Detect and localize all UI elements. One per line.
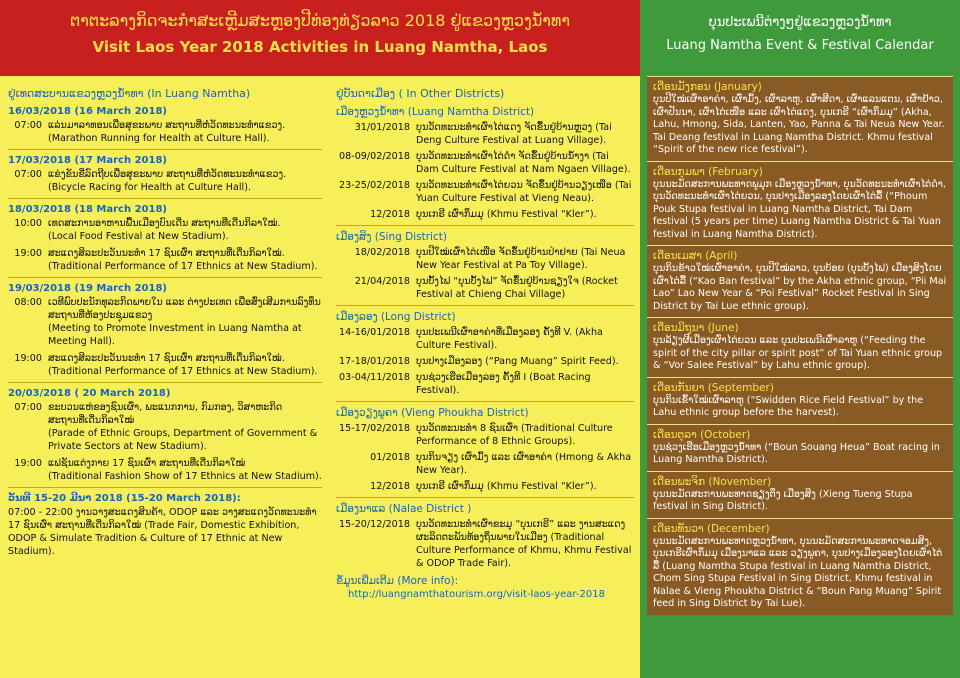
district-event <box>336 422 634 448</box>
event-date: 18/02/2018 <box>354 247 410 258</box>
event-date: 23-25/02/2018 <box>339 180 410 191</box>
divider <box>8 198 322 199</box>
event-eng: (Bicycle Racing for Health at Culture Hall). <box>48 182 252 193</box>
event-date: 03-04/11/2018 <box>339 372 410 383</box>
divider <box>8 277 322 278</box>
event-row <box>8 296 322 348</box>
month-block-september <box>647 377 953 424</box>
event-text: ບຸນປາງເມືອງລອງ (“Pang Muang” Spirit Feed). <box>416 356 619 367</box>
event-eng: (Meeting to Promote Investment in Luang Namtha at Meeting Hall). <box>48 323 302 347</box>
event-text: ບຸນວັດທະນະທໍາເຜົ່າໄຕ່ຍວນ ຈັດຂຶ້ນຢູ່ບ້ານວຽງເໜືອ (Tai Yuan Culture Festival at Vieng Neau). <box>416 180 632 204</box>
month-heading: ເດືອນກຸມພາ (February) <box>653 165 763 178</box>
event-row <box>8 119 322 145</box>
event-time: 07:00 <box>14 169 42 180</box>
event-text: ບຸນວັດທະນະທໍາເຜົ່າໄຕ່ແດງ ຈັດຂຶ້ນຢູ່ບ້ານຫຼວງ (Tai Deng Culture Festival at Luang Village). <box>416 122 612 146</box>
district-event <box>336 326 634 352</box>
month-heading: ເດືອນເມສາ (April) <box>653 250 738 262</box>
event-time: 07:00 <box>14 120 42 131</box>
month-block-june <box>647 317 953 377</box>
event-text: ບຸນວັດທະນະທໍາເຜົ່າໄຕ່ດໍາ ຈັດຂຶ້ນຢູ່ບ້ານນໍ້າງາ (Tai Dam Culture Festival at Nam Ngaen Village). <box>416 151 631 175</box>
event-text: ບຸນປີໃໝ່ເຜົ່າໄຕ່ເໜືອ ຈັດຂຶ້ນຢູ່ບ້ານປ່າຢາຍ (Tai Neua New Year Festival at Pa Toy Village). <box>416 247 626 271</box>
district-event <box>336 371 634 397</box>
district-event <box>336 451 634 477</box>
event-eng: (Parade of Ethnic Groups, Department of Government & Private Sectors at New Stadium). <box>48 428 318 452</box>
event-row <box>8 168 322 194</box>
event-text: ບຸນກິນຈຽງ ເຜົ່າມົ້ງ ແລະ ເຜົ່າອາຄ່າ (Hmong & Akha New Year). <box>416 452 632 476</box>
event-date: 12/2018 <box>370 209 410 220</box>
district-title: ເມືອງນາແລ (Nalae District ) <box>336 503 472 515</box>
calendar-header <box>640 0 960 76</box>
event-time: 19:00 <box>14 353 42 364</box>
event-eng: (Traditional Performance of 17 Ethnics at New Stadium). <box>48 261 318 272</box>
event-time: 19:00 <box>14 248 42 259</box>
date-heading: 20/03/2018 ( 20 March 2018) <box>8 388 171 399</box>
header-title-eng: Visit Laos Year 2018 Activities in Luang Namtha, Laos <box>92 38 548 56</box>
event-time: 10:00 <box>14 218 42 229</box>
event-row <box>8 247 322 273</box>
event-eng: (Trade Fair, Domestic Exhibition, ODOP & Simulate Tradition & Culture of 17 Ethnic at New Stadium). <box>8 520 300 557</box>
event-date: 31/01/2018 <box>354 122 410 133</box>
event-date: 01/2018 <box>370 452 410 463</box>
event-text: ບຸນເກຣີ ເຜົ່າກຶມມຸ (Khmu Festival “Kler”). <box>416 481 597 492</box>
month-text: ບຸນປີໃໝ່ເຜົ່າອາຄ່າ, ເຜົ່າມົ້ງ, ເຜົ່າລາຫູ, ເຜົ່າສີດາ, ເຜົ່າແລນແຕນ, ເຜົ່າຢ້າວ, ເຜົ່າປັນນາ, ເຜົ່າໄຕ່ເໜືອ ແລະ ເຜົ່າໄຕ່ແດງ, ບຸນເກຣີ “ເຜົ່າກຶມມຸ” (Akha, Lahu, Hmong, Sida, Lanten, Yao, Panna & Tai Neua New Year. Tai Deang festival in Luang Namtha District. Khmu festival “Spirit of the new rice festival”). <box>653 94 945 155</box>
date-heading: ວັນທີ 15-20 ມີນາ 2018 (15-20 March 2018): <box>8 493 241 504</box>
date-heading: 18/03/2018 (18 March 2018) <box>8 204 167 215</box>
month-heading: ເດືອນທັນວາ (December) <box>653 522 770 535</box>
district-event <box>336 246 634 272</box>
month-heading: ເດືອນມັງກອນ (January) <box>653 81 762 93</box>
divider <box>8 149 322 150</box>
event-text: ບຸນບັ້ງໄຟ “ບຸນບັ້ງໄຟ” ຈັດຂຶ້ນຢູ່ບ້ານຊຽງໃຈ (Rocket Festival at Chieng Chai Village) <box>416 276 618 300</box>
month-text: ບຸນກິນເຂົ້າໃໝ່ເຜົ່າລາຫູ (“Swidden Rice Field Festival” by the Lahu ethnic group before the harvest). <box>653 394 924 418</box>
more-info-link[interactable]: http://luangnamthatourism.org/visit-laos-year-2018 <box>348 589 605 600</box>
event-row <box>8 457 322 483</box>
event-lao: ແຟຊັນແຕ່ງກາຍ 17 ຊົນເຜົ່າ ສະຖານທີ່ເດີ່ນກິລາໃໝ່ <box>48 458 246 469</box>
event-lao: ແຂ່ງຂັນຂີ່ລົດຖີບເພື່ອສຸຂະພາບ ສະຖານທີ່ຫໍວັດທະນະທໍາແຂວງ. <box>48 169 287 180</box>
month-block-november <box>647 471 953 518</box>
district-event <box>336 208 634 221</box>
main-header <box>0 0 640 76</box>
event-date: 12/2018 <box>370 481 410 492</box>
divider <box>336 225 634 226</box>
event-lao: ຂະບວນແຫ່ຂອງຊົນເຜົ່າ, ພະແນກການ, ກົມກອງ, ວິສາຫະກິດ ສະຖານທີ່ເດີ່ນກິລາໃໝ່ <box>48 402 283 426</box>
event-eng: (Marathon Running for Health at Culture Hall). <box>48 133 270 144</box>
month-block-april <box>647 245 953 317</box>
event-text: ບຸນເກຣີ ເຜົ່າກຶມມຸ (Khmu Festival “Kler”). <box>416 209 597 220</box>
event-time: 19:00 <box>14 458 42 469</box>
more-info-label: ຂໍ້ມູນເພີ່ມເຕີມ (More info): <box>336 575 459 587</box>
event-date: 15-20/12/2018 <box>339 519 410 530</box>
event-text: ບຸນວັດທະນະທໍາເຜົ່າຂະມຸ “ບຸນເກຣີ” ແລະ ງານສະແດງຜະລິດຕະພັນທ້ອງຖິ່ນພາຍໃນເມືອງ (Traditional Culture Performance of Khmu, Khmu Festival & ODOP Trade Fair). <box>416 519 632 569</box>
event-time: 07:00 - 22:00 <box>8 507 73 518</box>
divider <box>336 401 634 402</box>
district-title: ເມືອງສິງ (Sing District) <box>336 231 447 243</box>
event-time: 08:00 <box>14 297 42 308</box>
month-block-january <box>647 76 953 161</box>
event-lao: ເທດສະການອາຫານພື້ນເມືອງບົນເດີ່ນ ສະຖານທີ່ເດີ່ນກິລາໃໝ່. <box>48 218 281 229</box>
month-text: ບຸນນະມັດສະການພະທາດພູມຸກ ເມືອງຫຼວງນໍ້າທາ, ບຸນວັດທະນະທໍາເຜົ່າໄຕ່ດໍາ, ບຸນວັດທະນະທໍາເຜົ່າໄຕ່ຍວນ, ບຸນປາງເມືອງລອງໂດຍເຜົ່າໄຕ່ລື້ (“Phoum Pouk Stupa festival in Luang Namtha District, Tai Dam festival (5 years per time) Luang Namtha District & Tai Yuan festival in Luang Namtha District). <box>653 178 946 240</box>
event-text: ບຸນວັດທະນະທໍາ 8 ຊົນເຜົ່າ (Traditional Culture Performance of 8 Ethnic Groups). <box>416 423 613 447</box>
section-title: ຢູ່ບັນດາເມືອງ ( In Other Districts) <box>336 87 505 100</box>
event-text: ບຸນຊ່ວງເຮືອເມືອງລອງ ຄັ້ງທີ I (Boat Racing Festival). <box>416 372 591 396</box>
event-row <box>8 506 322 558</box>
header-title-lao: ຕາຕະລາງກິດຈະກໍາສະເຫຼີມສະຫຼອງປີທ່ອງທ່ຽວລາວ 2018 ຢູ່ແຂວງຫຼວງນໍ້າທາ <box>69 11 571 30</box>
district-event <box>336 179 634 205</box>
district-event <box>336 518 634 570</box>
event-lao: ງານວາງສະແດງສິນຄ້າ, ODOP ແລະ ວາງສະແດງວັດທະນະທໍາ 17 ຊົນເຜົ່າ ສະຖານທີ່ເດີ່ນກິລາໃໝ່ <box>8 507 317 531</box>
month-block-february <box>647 161 953 246</box>
month-heading: ເດືອນຕຸລາ (October) <box>653 428 751 441</box>
event-date: 21/04/2018 <box>354 276 410 287</box>
event-row <box>8 401 322 453</box>
divider <box>336 305 634 306</box>
divider <box>336 497 634 498</box>
date-heading: 19/03/2018 (19 March 2018) <box>8 283 167 294</box>
district-event <box>336 275 634 301</box>
calendar-title-lao: ບຸນປະເພນີຕ່າງໆຢູ່ແຂວງຫຼວງນໍ້າທາ <box>708 15 892 30</box>
month-text: ບຸນຊ່ວງເຮືອເມືອງຫຼວງນໍ້າທາ (“Boun Souang Heua” Boat racing in Luang Namtha District). <box>653 441 940 465</box>
event-date: 15-17/02/2018 <box>339 423 410 434</box>
luang-namtha-schedule <box>0 76 330 678</box>
event-row <box>8 217 322 243</box>
district-title: ເມືອງຫຼວງນໍ້າທາ (Luang Namtha District) <box>336 106 535 118</box>
event-date: 08-09/02/2018 <box>339 151 410 162</box>
month-heading: ເດືອນພະຈິກ (November) <box>653 475 772 488</box>
event-eng: (Local Food Festival at New Stadium). <box>48 231 229 242</box>
month-text: ບຸນລ້ຽງຜີເມືອງເຜົ່າໄຕ່ຍວນ ແລະ ບຸນປະເພນີເຜົ່າລາຫູ (“Feeding the spirit of the city pillar or spirit post” of Tai Yuan ethnic group & “Vor Salee Festival” by Lahu ethnic group). <box>653 335 943 371</box>
event-text: ບຸນປະເພນີເຜົ່າອາຄ່າທີ່ເມືອງລອງ ຄັ້ງທີ V. (Akha Culture Festival). <box>416 327 603 351</box>
event-lao: ສະແດງສິລະປະວັນນະທໍາ 17 ຊົນເຜົ່າ ສະຖານທີ່ເດີ່ນກິລາໃໝ່. <box>48 248 285 259</box>
event-eng: (Traditional Performance of 17 Ethnics at New Stadium). <box>48 366 318 377</box>
event-eng: (Traditional Fashion Show of 17 Ethnics at New Stadium). <box>48 471 322 482</box>
festival-calendar <box>640 76 960 678</box>
month-heading: ເດືອນມິຖຸນາ (June) <box>653 322 739 334</box>
district-event <box>336 121 634 147</box>
date-heading: 17/03/2018 (17 March 2018) <box>8 155 167 166</box>
event-lao: ເວທີພົບປະນັກທຸລະກິດພາຍໃນ ແລະ ຕ່າງປະເທດ ເພື່ອສົ່ງເສີມການລົງທຶນ ສະຖານທີ່ຫ້ອງປະຊຸມແຂວງ <box>48 297 321 321</box>
event-lao: ແລ່ນມາລາທອນເພື່ອສຸຂະພາບ ສະຖານທີ່ຫໍວັດທະນະທໍາແຂວງ. <box>48 120 286 131</box>
calendar-title-eng: Luang Namtha Event & Festival Calendar <box>666 38 934 53</box>
district-title: ເມືອງລອງ (Long District) <box>336 311 456 323</box>
month-text: ບຸນນະມັດສະການພະທາດຫຼວງນໍ້າທາ, ບຸນນະມັດສະການພະທາດຈອມສິງ, ບຸນເກຣີເຜົ່າກຶມມຸ ເມືອງນາແລ ແລະ ວຽງພູຄາ, ບຸນປາງເມືອງລອງໂດຍເຜົ່າໄຕ່ລື້ (Luang Namtha Stupa festival in Luang Namtha District, Chom Sing Stupa Festival in Sing District, Khmu festival in Nalae & Vieng Phoukha District & “Boun Pang Muang” Spirit feed in Sing District by Tai Lue). <box>653 535 943 609</box>
district-event <box>336 150 634 176</box>
divider <box>8 382 322 383</box>
month-text: ບຸນນະມັດສະການພະທາດຊຽງຕຶງ ເມືອງສິງ (Xieng Tueng Stupa festival in Sing District). <box>653 488 913 512</box>
event-time: 07:00 <box>14 402 42 413</box>
district-event <box>336 355 634 368</box>
date-heading: 16/03/2018 (16 March 2018) <box>8 106 167 117</box>
month-heading: ເດືອນກັນຍາ (September) <box>653 381 774 394</box>
event-date: 14-16/01/2018 <box>339 327 410 338</box>
district-title: ເມືອງວຽງພູຄາ (Vieng Phoukha District) <box>336 407 529 419</box>
other-districts-schedule <box>330 76 640 678</box>
section-title: ຢູ່ເທດສະບານແຂວງຫຼວງນໍ້າທາ (In Luang Namtha) <box>8 87 251 100</box>
divider <box>8 487 322 488</box>
event-row <box>8 352 322 378</box>
event-date: 17-18/01/2018 <box>339 356 410 367</box>
month-block-december <box>647 518 953 615</box>
event-lao: ສະແດງສິລະປະວັນນະທໍາ 17 ຊົນເຜົ່າ ສະຖານທີ່ເດີ່ນກິລາໃໝ່. <box>48 353 285 364</box>
month-text: ບຸນກິນຂ້າວໃໝ່ເຜົ່າອາຄ່າ, ບຸນປີໃໝ່ລາວ, ບຸນບ້ອຍ (ບຸນບັ້ງໄຟ) ເມືອງສິງໂດຍເຜົ່າໄຕ່ລື້ (“Kao Ban festival” by the Akha ethnic group, “Pii Mai Lao” Lao New Year & “Poi Festival” Rocket Festival in Sing District by Tai Lue ethnic group). <box>653 263 947 312</box>
district-event <box>336 480 634 493</box>
month-block-october <box>647 424 953 471</box>
